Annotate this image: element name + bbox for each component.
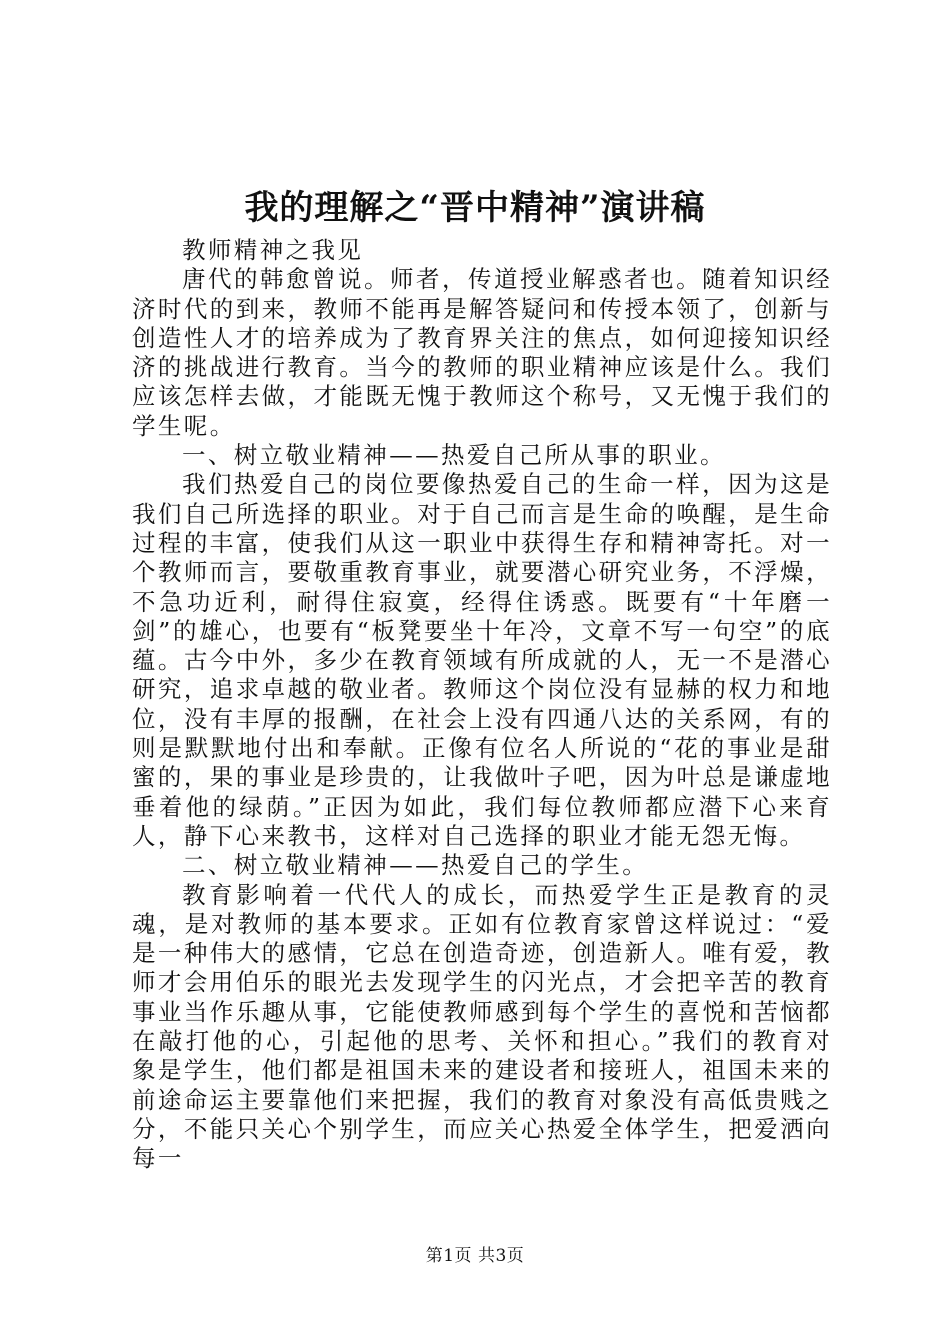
paragraph-section-2: 教育影响着一代代人的成长，而热爱学生正是教育的灵魂，是对教师的基本要求。正如有位教育家曾这样说过：“爱是一种伟大的感情，它总在创造奇迹，创造新人。唯有爱，教师才会用伯乐的眼光去发现学生的闪光点，才会把辛苦的教育事业当作乐趣从事，它能使教师感到每个学生的喜悦和苦恼都在敲打他的心，引起他的思考、关怀和担心。”我们的教育对象是学生，他们都是祖国未来的建设者和接班人，祖国未来的前途命运主要靠他们来把握，我们的教育对象没有高低贵贱之分，不能只关心个别学生，而应关心热爱全体学生，把爱洒向每一 (132, 880, 832, 1173)
paragraph-intro: 唐代的韩愈曾说。师者，传道授业解惑者也。随着知识经济时代的到来，教师不能再是解答疑问和传授本领了，创新与创造性人才的培养成为了教育界关注的焦点，如何迎接知识经济的挑战进行教育。当今的教师的职业精神应该是什么。我们应该怎样去做，才能既无愧于教师这个称号，又无愧于我们的学生呢。 (132, 265, 832, 440)
document-title: 我的理解之“晋中精神”演讲稿 (244, 188, 706, 228)
paragraph-section-1: 我们热爱自己的岗位要像热爱自己的生命一样，因为这是我们自己所选择的职业。对于自己而言是生命的唤醒，是生命过程的丰富，使我们从这一职业中获得生存和精神寄托。对一个教师而言，要敬重教育事业，就要潜心研究业务，不浮燥，不急功近利，耐得住寂寞，经得住诱惑。既要有“十年磨一剑”的雄心，也要有“板凳要坐十年冷，文章不写一句空”的底蕴。古今中外，多少在教育领域有所成就的人，无一不是潜心研究，追求卓越的敬业者。教师这个岗位没有显赫的权力和地位，没有丰厚的报酬，在社会上没有四通八达的关系网，有的则是默默地付出和奉献。正像有位名人所说的“花的事业是甜蜜的，果的事业是珍贵的，让我做叶子吧，因为叶总是谦虚地垂着他的绿荫。”正因为如此，我们每位教师都应潜下心来育人，静下心来教书，这样对自己选择的职业才能无怨无悔。 (132, 470, 832, 850)
paragraph-subtitle: 教师精神之我见 (182, 236, 364, 264)
document-body (132, 236, 832, 1174)
section-heading-1: 一、树立敬业精神——热爱自己所从事的职业。 (182, 441, 726, 470)
section-heading-2: 二、树立敬业精神——热爱自己的学生。 (182, 851, 649, 880)
page-footer: 第1页 共3页 (425, 1246, 525, 1266)
